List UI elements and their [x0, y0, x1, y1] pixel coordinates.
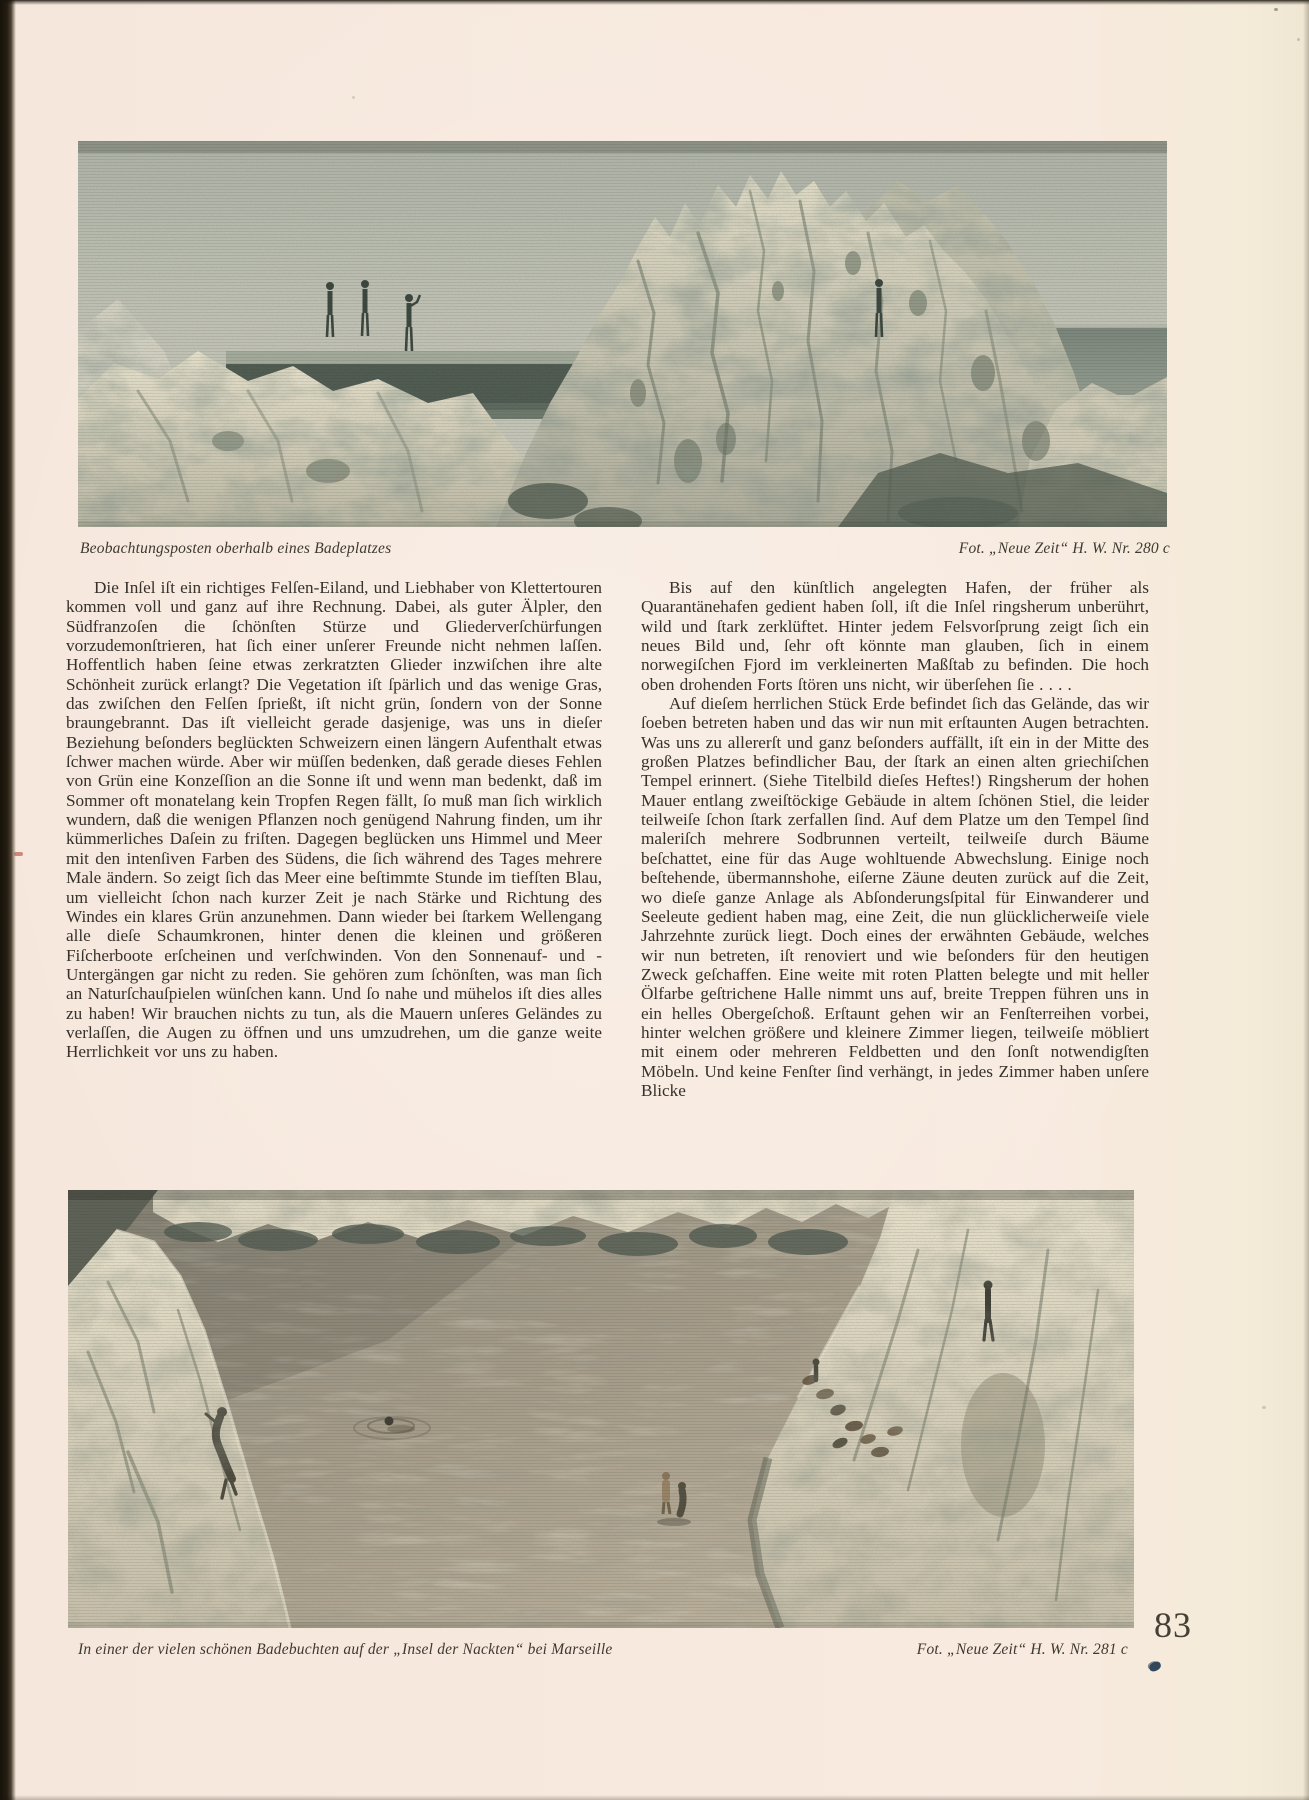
article-column-right: [641, 578, 1149, 1100]
dust-speck: [1274, 8, 1278, 11]
dust-speck: [1297, 38, 1300, 41]
top-photo-credit: Fot. „Neue Zeit“ H. W. Nr. 280 c: [958, 540, 1170, 557]
top-caption: Beobachtungsposten oberhalb eines Badeplatzes: [80, 540, 392, 557]
ink-blot: [1148, 1660, 1162, 1672]
scan-edge-bottom: [0, 1795, 1309, 1800]
article-column-left: [66, 578, 602, 1062]
cliffs-illustration: [78, 141, 1167, 527]
dust-speck: [352, 96, 355, 99]
top-caption-row: [80, 540, 1170, 558]
page-number: 83: [1154, 1605, 1192, 1645]
cove-illustration: [68, 1190, 1134, 1628]
scan-edge-right: [1303, 0, 1309, 1800]
bottom-photo-credit: Fot. „Neue Zeit“ H. W. Nr. 281 c: [916, 1641, 1128, 1658]
bottom-caption-row: [78, 1641, 1128, 1659]
scan-edge-left: [0, 0, 16, 1800]
photo-texture: [78, 141, 1167, 527]
scan-edge-top: [0, 0, 1309, 5]
paragraph: Die Inſel iſt ein richtiges Felſen-Eiland, und Liebhaber von Klettertouren kommen voll und ganz auf ihre Rechnung. Dabei, als guter Älpler, den Südfranzoſen die ſchönſten Stürze und Gliederverſchürfungen vorzudemonſtrieren, hat ſich einer unſerer Freunde nicht nehmen laſſen. Hoffentlich haben ſeine etwas zerkratzten Glieder inzwiſchen ihre alte Schönheit zurück erlangt? Die Vegetation iſt ſpärlich und das wenige Gras, das zwiſchen den Felſen ſprießt, iſt nicht grün, ſondern von der Sonne braungebrannt. Das iſt vielleicht gerade dasjenige, was uns in dieſer Beziehung beſonders beglückten Schweizern einen längern Aufenthalt etwas ſchwer machen würde. Aber wir müſſen bedenken, daß gerade dieses Fehlen von Grün eine Konzeſſion an die Sonne iſt und wenn man bedenkt, daß im Sommer oft monatelang kein Tropfen Regen fällt, ſo muß man ſich wirklich wundern, daß die wenigen Pflanzen noch genügend Nahrung finden, um ihr kümmerliches Daſein zu friſten. Dagegen beglücken uns Himmel und Meer mit den intenſiven Farben des Südens, die ſich während des Tages mehrere Male ändern. So zeigt ſich das Meer eine beſtimmte Stunde im tiefſten Blau, um vielleicht ſchon nach kurzer Zeit je nach Stärke und Richtung des Windes ein klares Grün anzunehmen. Dann wieder bei ſtarkem Wellengang alle dieſe Schaumkronen, hinter denen die kleinen und größeren Fiſcherboote erſcheinen und verſchwinden. Von den Sonnenauf- und -Untergängen gar nicht zu reden. Sie gehören zum ſchönſten, was man ſich an Naturſchauſpielen wünſchen kann. Und ſo nahe und mühelos iſt dies alles zu haben! Wir brauchen nichts zu tun, als die Mauern unſeres Geländes zu verlaſſen, die Augen zu öffnen und uns umzudrehen, um die ganze weite Herrlichkeit vor uns zu haben.: [66, 578, 602, 1062]
photo-bottom-cove: [68, 1190, 1134, 1628]
bottom-caption: In einer der vielen schönen Badebuchten auf der „Insel der Nackten“ bei Marseille: [78, 1641, 613, 1658]
photo-top-cliffs: [78, 141, 1167, 527]
paragraph: Auf dieſem herrlichen Stück Erde befindet ſich das Gelände, das wir ſoeben betreten haben und das wir nun mit erſtaunten Augen betrachten. Was uns zu allererſt und ganz beſonders auffällt, iſt ein in der Mitte des großen Platzes befindlicher Bau, der ſtark an einen alten griechiſchen Tempel erinnert. (Siehe Titelbild dieſes Heftes!) Ringsherum der hohen Mauer entlang zweiſtöckige Gebäude in altem ſchönen Stiel, die leider teilweiſe ſchon ſtark zerfallen ſind. Auf dem Platze um den Tempel ſind maleriſch mehrere Sodbrunnen verteilt, teilweiſe durch Bäume beſchattet, eine für das Auge wohltuende Abwechslung. Einige noch beſtehende, übermannshohe, eiſerne Zäune deuten zurück auf die Zeit, wo dieſe ganze Anlage als Abſonderungsſpital für Einwanderer und Seeleute gedient haben mag, eine Zeit, die nun glücklicherweiſe viele Jahrzehnte zurück liegt. Doch eines der erwähnten Gebäude, welches wir nun betreten, iſt renoviert und wie beſonders für den heutigen Zweck geſchaffen. Eine weite mit roten Platten belegte und mit heller Ölfarbe geſtrichene Halle nimmt uns auf, breite Treppen führen uns in ein helles Obergeſchoß. Erſtaunt gehen wir an Fenſterreihen vorbei, hinter welchen größere und kleinere Zimmer liegen, teilweiſe möbliert mit einem oder mehreren Feldbetten und den ſonſt notwendigſten Möbeln. Und keine Fenſter ſind verhängt, in jedes Zimmer haben unſere Blicke: [641, 694, 1149, 1100]
photo-texture: [68, 1190, 1134, 1628]
paragraph: Bis auf den künſtlich angelegten Hafen, der früher als Quarantänehafen gedient haben ſoll, iſt die Inſel ringsherum unberührt, wild und ſtark zerklüftet. Hinter jedem Felsvorſprung zeigt ſich ein neues Bild und, ſehr oft könnte man glauben, ſich in einem norwegiſchen Fjord im verkleinerten Maßſtab zu befinden. Die hoch oben drohenden Forts ſtören uns nicht, wir überſehen ſie . . . .: [641, 578, 1149, 694]
dust-speck: [1262, 1406, 1266, 1409]
